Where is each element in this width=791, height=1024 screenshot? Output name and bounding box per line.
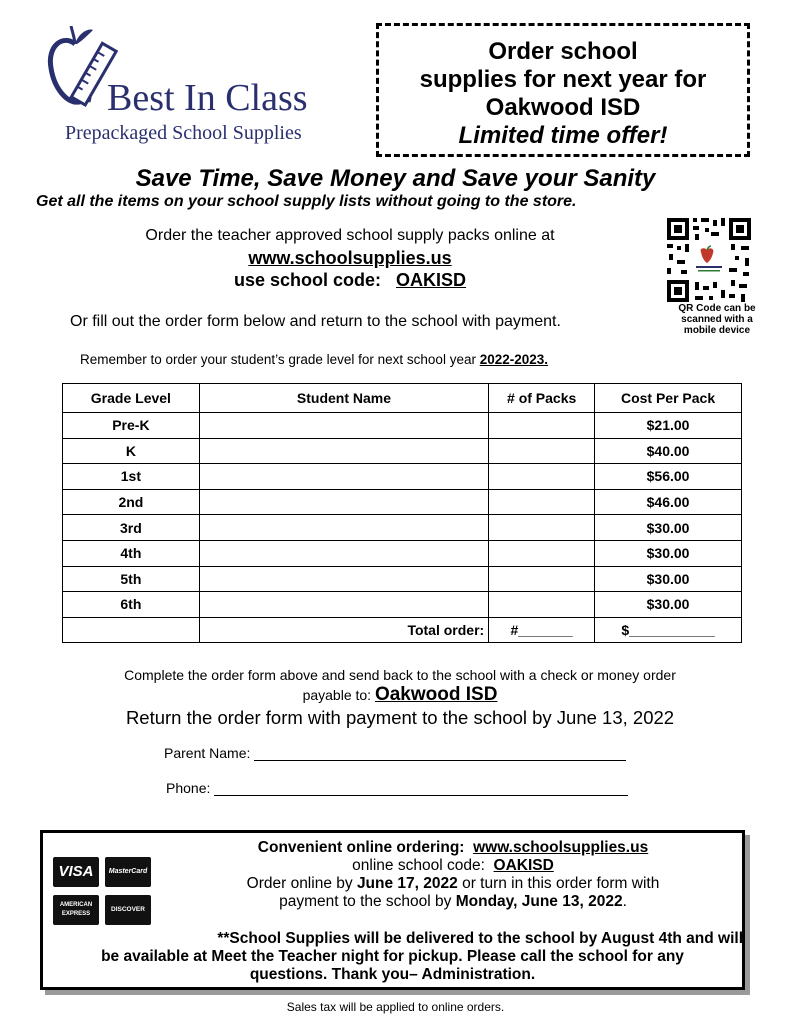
tax-note: Sales tax will be applied to online orders. (286, 1000, 505, 1014)
phone-row (166, 779, 628, 796)
grade-cell: 6th (63, 592, 200, 618)
packs-cell[interactable] (489, 566, 595, 592)
table-row (63, 566, 742, 592)
notice-line-3: questions. Thank you– Administration. (249, 966, 536, 983)
footer-website-link[interactable]: www.schoolsupplies.us (473, 839, 649, 856)
packs-cell[interactable] (489, 489, 595, 515)
subheadline: Get all the items on your school supply lists without going to the store. (36, 193, 577, 210)
school-deadline: Monday, June 13, 2022 (455, 893, 623, 910)
phone-field[interactable] (214, 779, 628, 796)
payee: Oakwood ISD (374, 684, 498, 705)
packs-cell[interactable] (489, 438, 595, 464)
cost-cell: $30.00 (595, 566, 742, 592)
complete-line-1: Complete the order form above and send back to the school with a check or money order (124, 667, 676, 683)
table-row (63, 413, 742, 439)
student-name-cell[interactable] (199, 592, 488, 618)
grade-cell: 2nd (63, 489, 200, 515)
footer-school-code: OAKISD (493, 857, 554, 874)
notice-line-1: **School Supplies will be delivered to the school by August 4th and will (217, 930, 743, 947)
cost-cell: $30.00 (595, 592, 742, 618)
packs-cell[interactable] (489, 540, 595, 566)
discover-card-icon: DISCOVER (105, 895, 151, 925)
student-name-cell[interactable] (199, 489, 488, 515)
footer-line-1 (193, 839, 713, 857)
cost-cell: $40.00 (595, 438, 742, 464)
logo-title: Best In Class (107, 77, 308, 119)
school-code: OAKISD (396, 270, 467, 290)
mastercard-icon: MasterCard (105, 857, 151, 887)
visa-card-icon: VISA (53, 857, 99, 887)
school-code-label: use school code: (233, 270, 381, 290)
cost-cell: $46.00 (595, 489, 742, 515)
cost-cell: $30.00 (595, 515, 742, 541)
offer-line-1: Order school (488, 38, 638, 65)
payable-label: payable to: (302, 687, 372, 703)
grade-cell: Pre-K (63, 413, 200, 439)
offer-line-4: Limited time offer! (458, 122, 668, 149)
headline: Save Time, Save Money and Save your Sanity (135, 165, 656, 192)
total-packs-field[interactable]: #_______ (489, 617, 595, 643)
packs-cell[interactable] (489, 464, 595, 490)
col-cost-per-pack: Cost Per Pack (595, 384, 742, 413)
logo (45, 26, 345, 151)
period: . (622, 893, 627, 910)
online-intro: Order the teacher approved school supply packs online at (145, 227, 555, 244)
turn-in-text: or turn in this order form with (462, 875, 660, 892)
footer-line-3 (193, 875, 713, 893)
online-ordering-label: Convenient online ordering: (257, 839, 465, 856)
grade-cell: K (63, 438, 200, 464)
offer-line-2: supplies for next year for (419, 66, 707, 93)
total-empty-cell (63, 617, 200, 643)
student-name-cell[interactable] (199, 515, 488, 541)
qr-code-icon (665, 216, 753, 304)
school-year: 2022-2023. (479, 352, 549, 367)
total-cost-field[interactable]: $___________ (595, 617, 742, 643)
packs-cell[interactable] (489, 413, 595, 439)
student-name-cell[interactable] (199, 438, 488, 464)
amex-card-icon: AMERICAN EXPRESS (53, 895, 99, 925)
table-row (63, 489, 742, 515)
parent-name-row (164, 744, 626, 761)
grade-cell: 3rd (63, 515, 200, 541)
footer-code-label: online school code: (352, 857, 485, 874)
col-num-packs: # of Packs (489, 384, 595, 413)
col-student-name: Student Name (199, 384, 488, 413)
cost-cell: $21.00 (595, 413, 742, 439)
footer-line-4 (193, 893, 713, 911)
table-row (63, 438, 742, 464)
footer-line-2 (193, 857, 713, 875)
packs-cell[interactable] (489, 592, 595, 618)
offer-line-3: Oakwood ISD (485, 94, 641, 121)
table-row (63, 464, 742, 490)
total-label: Total order: (199, 617, 488, 643)
student-name-cell[interactable] (199, 464, 488, 490)
total-row (63, 617, 742, 643)
col-grade-level: Grade Level (63, 384, 200, 413)
logo-subtitle: Prepackaged School Supplies (65, 122, 302, 144)
footer-box (40, 830, 745, 990)
cost-cell: $30.00 (595, 540, 742, 566)
order-by-label: Order online by (246, 875, 353, 892)
return-deadline: Return the order form with payment to the school by June 13, 2022 (125, 707, 675, 728)
online-deadline: June 17, 2022 (356, 875, 458, 892)
qr-caption: QR Code can be scanned with a mobile device (678, 303, 756, 336)
notice-line-2: be available at Meet the Teacher night for pickup. Please call the school for any (101, 948, 684, 965)
website-link[interactable]: www.schoolsupplies.us (248, 248, 452, 268)
payable-line (0, 684, 791, 706)
packs-cell[interactable] (489, 515, 595, 541)
order-table (62, 383, 742, 643)
student-name-cell[interactable] (199, 540, 488, 566)
payment-by-label: payment to the school by (279, 893, 452, 910)
alt-instructions: Or fill out the order form below and return to the school with payment. (70, 313, 561, 330)
reminder-text: Remember to order your student’s grade level for next school year (80, 352, 476, 367)
phone-label: Phone: (166, 780, 211, 796)
grade-cell: 5th (63, 566, 200, 592)
table-row (63, 592, 742, 618)
offer-box (376, 23, 750, 157)
cost-cell: $56.00 (595, 464, 742, 490)
student-name-cell[interactable] (199, 413, 488, 439)
table-row (63, 515, 742, 541)
grade-cell: 1st (63, 464, 200, 490)
grade-reminder (80, 352, 548, 367)
student-name-cell[interactable] (199, 566, 488, 592)
grade-cell: 4th (63, 540, 200, 566)
table-header-row (63, 384, 742, 413)
parent-name-field[interactable] (254, 744, 626, 761)
table-row (63, 540, 742, 566)
parent-name-label: Parent Name: (164, 745, 251, 761)
